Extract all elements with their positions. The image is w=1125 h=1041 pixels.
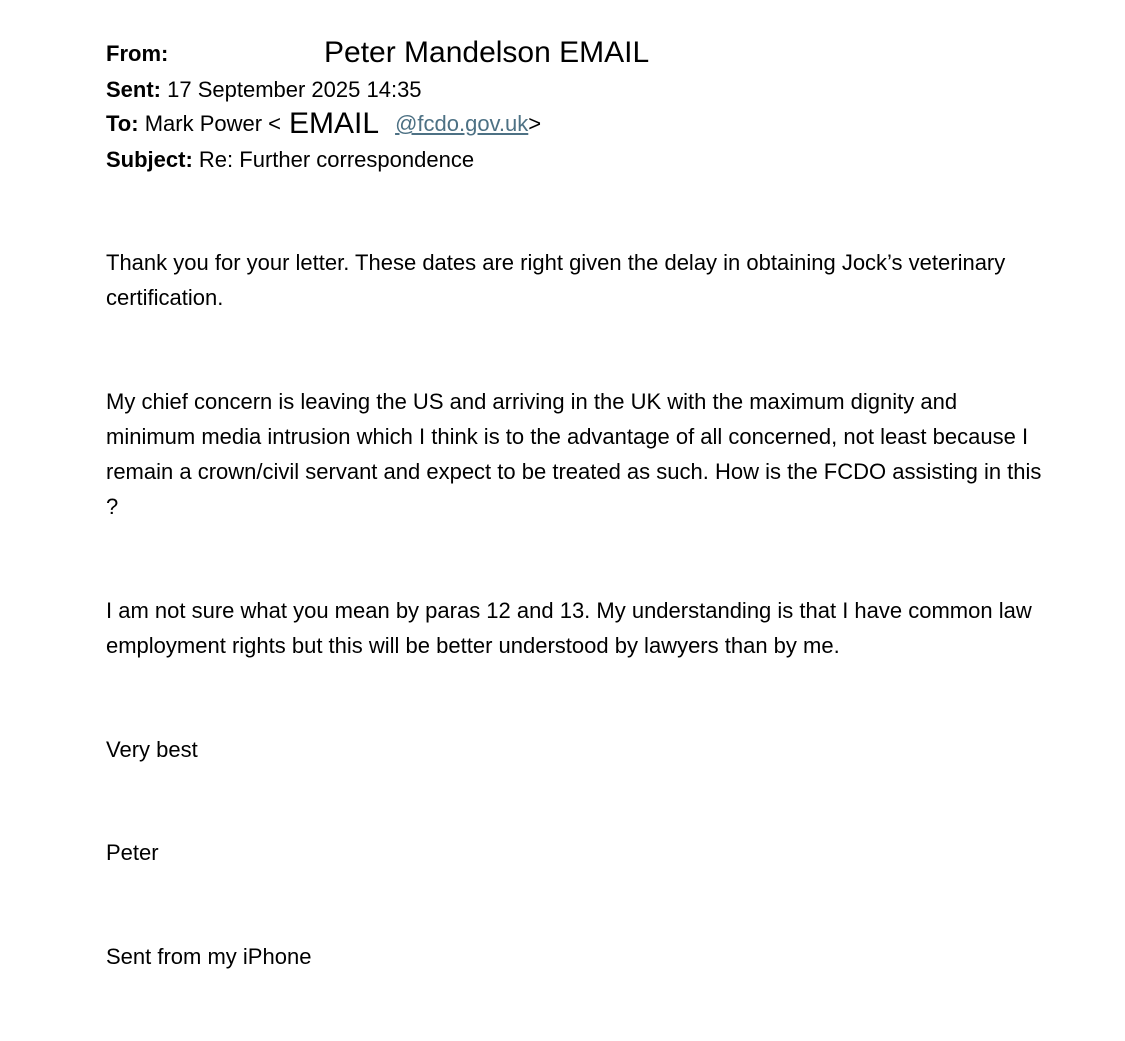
- to-label: To:: [106, 111, 139, 136]
- sent-label: Sent:: [106, 77, 161, 102]
- subject-label: Subject:: [106, 147, 193, 172]
- from-value: Peter Mandelson EMAIL: [324, 36, 650, 69]
- body-paragraph-2: My chief concern is leaving the US and arriving in the UK with the maximum dignity and minimum media intrusion which I think is to the advantage of all concerned, not least because I remain a crown/civil servant and expect to be treated as such. How is the FCDO assisting in this ?: [106, 389, 1042, 519]
- subject-line: [106, 146, 474, 174]
- sent-value: 17 September 2025 14:35: [167, 77, 422, 102]
- to-name: Mark Power <: [144, 111, 282, 136]
- signature: Peter: [106, 840, 159, 865]
- to-redacted-email: EMAIL: [289, 107, 380, 140]
- from-label: From:: [106, 41, 169, 66]
- sent-from-footer: Sent from my iPhone: [106, 944, 312, 969]
- from-line: [106, 40, 168, 68]
- subject-value: Re: Further correspondence: [198, 147, 475, 172]
- body-paragraph-3: I am not sure what you mean by paras 12 and 13. My understanding is that I have common law employment rights but this will be better understood by lawyers than by me.: [106, 598, 1032, 658]
- to-close-bracket: >: [528, 111, 542, 136]
- to-email-domain-link[interactable]: @fcdo.gov.uk: [395, 111, 529, 136]
- sent-line: [106, 76, 422, 104]
- body-paragraph-1: Thank you for your letter. These dates are right given the delay in obtaining Jock’s veterinary certification.: [106, 250, 1006, 310]
- sign-off: Very best: [106, 737, 198, 762]
- to-line: [106, 107, 542, 140]
